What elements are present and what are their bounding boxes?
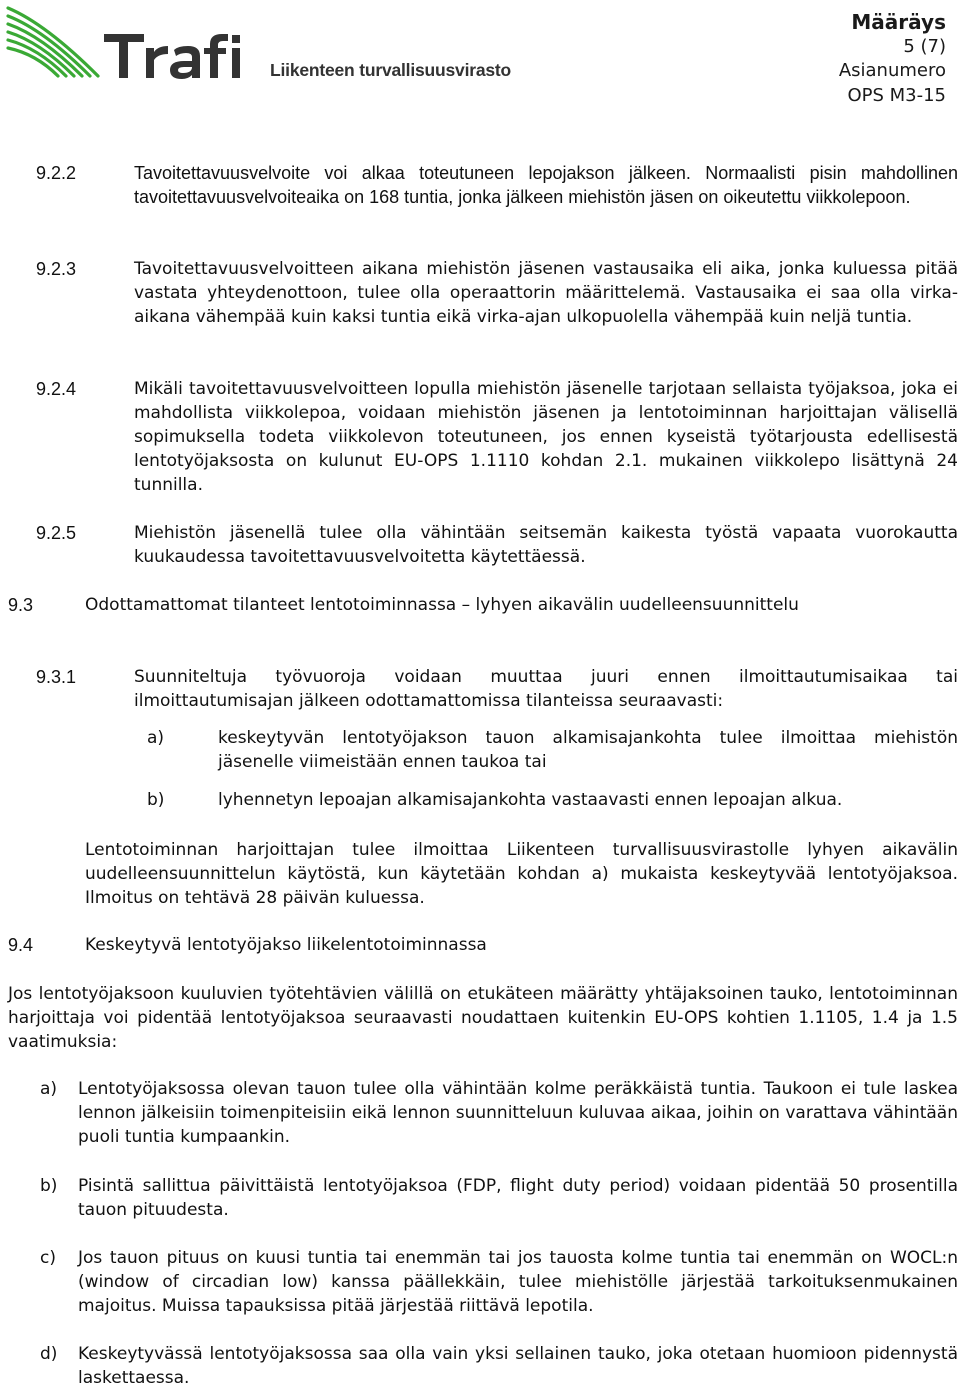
section-number: 9.2.5 bbox=[36, 523, 77, 543]
section-number: 9.2.2 bbox=[36, 163, 77, 183]
document-type: Määräys bbox=[851, 10, 946, 34]
section-title: Keskeytyvä lentotyöjakso liikelentotoiminnassa bbox=[85, 935, 487, 955]
agency-name: Liikenteen turvallisuusvirasto bbox=[270, 60, 512, 80]
section-text: Tavoitettavuusvelvoitteen aikana miehistön jäsenen vastausaika eli aika, jonka kuluessa pitää vastata yhteydenottoon, tulee olla operaattorin määrittelemä. Vastausaika ei saa olla virka-aikana vähempää kuin kaksi tuntia eikä virka-ajan ulkopuolella vähempää kuin neljä tuntia. bbox=[134, 259, 958, 327]
section-number: 9.3 bbox=[8, 595, 34, 615]
reference-number: OPS M3-15 bbox=[847, 84, 946, 106]
list-item-label: d) bbox=[40, 1344, 58, 1364]
section-text: Miehistön jäsenellä tulee olla vähintään seitsemän kaikesta työstä vapaata vuorokautta kuukaudessa tavoitettavuusvelvoitetta käytettäessä. bbox=[134, 523, 958, 567]
intro-text: Jos lentotyöjaksoon kuuluvien työtehtävien välillä on etukäteen määrätty yhtäjaksoinen tauko, lentotoiminnan harjoittaja voi pidentää lentotyöjaksoa seuraavasti noudattaen kuitenkin EU-OPS kohtien 1.1105, 1.4 ja 1.5 vaatimuksia: bbox=[8, 984, 958, 1052]
section-number: 9.3.1 bbox=[36, 667, 77, 687]
section-number: 9.2.4 bbox=[36, 379, 77, 399]
note-text: Lentotoiminnan harjoittajan tulee ilmoittaa Liikenteen turvallisuusvirastolle lyhyen aikavälin uudelleensuunnittelun käytöstä, kun käytetään kohdan a) mukaista keskeytyvää lentotyöjaksoa. Ilmoitus on tehtävä 28 päivän kuluessa. bbox=[85, 840, 958, 908]
list-item-text: keskeytyvän lentotyöjakson tauon alkamisajankohta tulee ilmoittaa miehistön jäsenelle viimeistään ennen taukoa tai bbox=[218, 728, 958, 772]
section-text: Mikäli tavoitettavuusvelvoitteen lopulla miehistön jäsenelle tarjotaan sellaista työjaksoa, joka ei mahdollista viikkolepoa, voidaan miehistön jäsenen ja lentotoiminnan harjoittajan välisellä sopimuksella todeta viikkolevon toteutuneen, jos ennen kyseistä työtarjousta edellisestä lentotyöjaksosta on kulunut EU-OPS 1.1110 kohdan 2.1. mukainen viikkolepo lisättynä 24 tunnilla. bbox=[134, 379, 958, 495]
trafi-logo bbox=[6, 4, 516, 91]
section-text: Tavoitettavuusvelvoite voi alkaa toteutuneen lepojakson jälkeen. Normaalisti pisin mahdollinen tavoitettavuusvelvoiteaika on 168 tuntia, jonka jälkeen miehistön jäsen on oikeutettu viikkolepoon. bbox=[134, 163, 958, 207]
list-item-text: lyhennetyn lepoajan alkamisajankohta vastaavasti ennen lepoajan alkua. bbox=[218, 790, 843, 810]
page-header bbox=[0, 0, 960, 120]
section-text: Suunniteltuja työvuoroja voidaan muuttaa juuri ennen ilmoittautumisaikaa tai ilmoittautumisajan jälkeen odottamattomissa tilanteissa seuraavasti: bbox=[134, 667, 958, 711]
list-item-label: c) bbox=[40, 1248, 56, 1268]
list-item-label: b) bbox=[147, 790, 165, 810]
list-item-label: a) bbox=[147, 728, 165, 748]
list-item-text: Jos tauon pituus on kuusi tuntia tai enemmän tai jos tauosta kolme tuntia tai enemmän on WOCL:n (window of circadian low) kanssa päällekkäin, tulee miehistölle järjestää tarkoituksenmukainen majoitus. Muissa tapauksissa pitää järjestää riittävä lepotila. bbox=[78, 1248, 958, 1316]
section-number: 9.2.3 bbox=[36, 259, 77, 279]
section-number: 9.4 bbox=[8, 935, 34, 955]
document-meta bbox=[839, 10, 946, 108]
list-item-text: Pisintä sallittua päivittäistä lentotyöjaksoa (FDP, flight duty period) voidaan pidentää 50 prosentilla tauon pituudesta. bbox=[78, 1176, 958, 1220]
list-item-text: Lentotyöjaksossa olevan tauon tulee olla vähintään kolme peräkkäistä tuntia. Taukoon ei tule laskea lennon jälkeisiin toimenpiteisiin eikä lennon suunnitteluun kuluvaa aikaa, joihin on varattava vähintään puoli tuntia kumpaankin. bbox=[78, 1079, 958, 1147]
reference-label: Asianumero bbox=[838, 60, 946, 81]
list-item-label: a) bbox=[40, 1079, 58, 1099]
page-number: 5 (7) bbox=[903, 35, 946, 57]
list-item-text: Keskeytyvässä lentotyöjaksossa saa olla vain yksi sellainen tauko, joka otetaan huomioon pidennystä laskettaessa. bbox=[78, 1344, 958, 1388]
list-item-label: b) bbox=[40, 1176, 58, 1196]
section-title: Odottamattomat tilanteet lentotoiminnassa – lyhyen aikavälin uudelleensuunnittelu bbox=[85, 595, 799, 615]
